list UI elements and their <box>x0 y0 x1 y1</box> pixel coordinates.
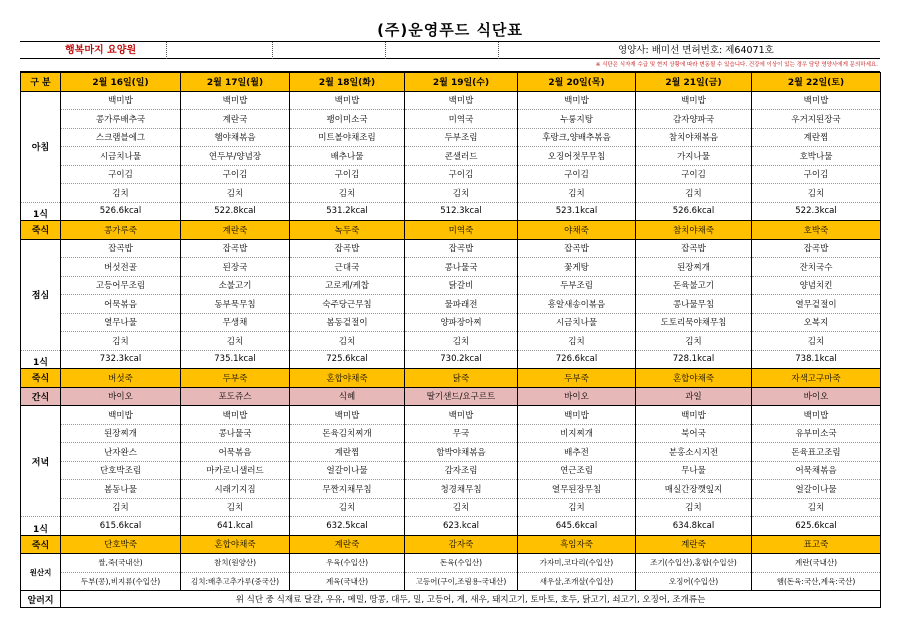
origin-cell: 조기(수입산),홍합(수입산) <box>636 554 752 573</box>
dish-cell: 얼갈이나물 <box>290 461 405 480</box>
kcal-cell: 512.3kcal <box>405 202 518 221</box>
dish-cell: 잡곡밥 <box>636 239 752 258</box>
porridge-cell: 버섯죽 <box>61 369 181 388</box>
dish-cell: 후랑크,양배추볶음 <box>518 128 636 147</box>
dish-cell: 함박야채볶음 <box>405 443 518 462</box>
dish-cell: 콩나물국 <box>181 424 290 443</box>
breakfast-kcal-row <box>21 202 881 221</box>
origin-cell: 계란(국내산) <box>752 554 881 573</box>
dish-cell: 봄동나물 <box>61 480 181 499</box>
porridge-cell: 감자죽 <box>405 535 518 554</box>
dish-cell: 콩나물무침 <box>636 295 752 314</box>
dish-cell: 두부조림 <box>518 276 636 295</box>
dish-cell: 잡곡밥 <box>61 239 181 258</box>
dish-cell: 버섯전골 <box>61 258 181 277</box>
kcal-cell: 526.6kcal <box>636 202 752 221</box>
dinner-kcal-row <box>21 517 881 536</box>
dish-cell: 감자양파국 <box>636 110 752 129</box>
porridge2-row <box>21 369 881 388</box>
dish-cell: 김치 <box>752 498 881 517</box>
dish-cell: 콘샐러드 <box>405 147 518 166</box>
porridge-cell: 참치야채죽 <box>636 221 752 240</box>
snack-cell: 과일 <box>636 387 752 406</box>
kcal-label: 1식 <box>21 517 61 536</box>
porridge-cell: 닭죽 <box>405 369 518 388</box>
day-header: 2월 20일(목) <box>518 73 636 92</box>
dish-cell: 구이김 <box>518 165 636 184</box>
origin-cell: 두부(콩),비지류(수입산) <box>61 572 181 591</box>
dish-cell: 호박나물 <box>752 147 881 166</box>
origin-cell: 김치:배추고추가루(중국산) <box>181 572 290 591</box>
dish-cell: 시금치나물 <box>518 313 636 332</box>
origin-label: 원산지 <box>21 554 61 591</box>
dish-cell: 감자조림 <box>405 461 518 480</box>
dish-cell: 우거지된장국 <box>752 110 881 129</box>
porridge-cell: 자색고구마죽 <box>752 369 881 388</box>
kcal-cell: 522.8kcal <box>181 202 290 221</box>
dietitian-info: 영양사: 배미선 면허번호: 제64071호 <box>618 45 774 56</box>
dish-cell: 김치 <box>405 332 518 351</box>
dish-cell: 구이김 <box>752 165 881 184</box>
dish-cell: 김치 <box>181 332 290 351</box>
info-row <box>20 42 880 59</box>
dish-cell: 오징어젓무무침 <box>518 147 636 166</box>
dish-cell: 백미밥 <box>636 91 752 110</box>
dish-cell: 계란찜 <box>290 443 405 462</box>
dish-cell: 잔치국수 <box>752 258 881 277</box>
day-header: 2월 21일(금) <box>636 73 752 92</box>
dish-cell: 닭갈비 <box>405 276 518 295</box>
porridge-cell: 두부죽 <box>181 369 290 388</box>
dish-cell: 김치 <box>181 498 290 517</box>
dish-cell: 돈육김치찌개 <box>290 424 405 443</box>
day-header: 2월 17일(월) <box>181 73 290 92</box>
lunch-row <box>21 258 881 277</box>
kcal-cell: 725.6kcal <box>290 350 405 369</box>
snack-cell: 식혜 <box>290 387 405 406</box>
dish-cell: 봄동겉절이 <box>290 313 405 332</box>
breakfast-row <box>21 147 881 166</box>
porridge-cell: 야채죽 <box>518 221 636 240</box>
snack-cell: 포도쥬스 <box>181 387 290 406</box>
dish-cell: 김치 <box>752 184 881 203</box>
porridge-label: 죽식 <box>21 221 61 240</box>
dish-cell: 구이김 <box>290 165 405 184</box>
day-header: 2월 22일(토) <box>752 73 881 92</box>
kcal-label: 1식 <box>21 202 61 221</box>
kcal-cell: 526.6kcal <box>61 202 181 221</box>
dinner-row <box>21 461 881 480</box>
lunch-row <box>21 313 881 332</box>
dish-cell: 구이김 <box>61 165 181 184</box>
dish-cell: 김치 <box>290 184 405 203</box>
dish-cell: 단호박조림 <box>61 461 181 480</box>
kcal-cell: 523.1kcal <box>518 202 636 221</box>
lunch-row <box>21 332 881 351</box>
kcal-label: 1식 <box>21 350 61 369</box>
porridge-cell: 두부죽 <box>518 369 636 388</box>
dish-cell: 백미밥 <box>61 91 181 110</box>
dish-cell: 무국 <box>405 424 518 443</box>
dish-cell: 돈육표고조림 <box>752 443 881 462</box>
dish-cell: 된장찌개 <box>61 424 181 443</box>
snack-cell: 딸기샌드/요구르트 <box>405 387 518 406</box>
dish-cell: 된장찌개 <box>636 258 752 277</box>
porridge-label: 죽식 <box>21 535 61 554</box>
dish-cell: 계란찜 <box>752 128 881 147</box>
snack-cell: 바이오 <box>752 387 881 406</box>
day-header: 2월 18일(화) <box>290 73 405 92</box>
dish-cell: 백미밥 <box>181 406 290 425</box>
dish-cell: 배추나물 <box>290 147 405 166</box>
dish-cell: 도토리묵야채무침 <box>636 313 752 332</box>
dish-cell: 물파래전 <box>405 295 518 314</box>
dish-cell: 콩가루배추국 <box>61 110 181 129</box>
lunch-label: 점심 <box>21 239 61 350</box>
dish-cell: 매실간장깻잎지 <box>636 480 752 499</box>
dish-cell: 김치 <box>61 184 181 203</box>
dish-cell: 백미밥 <box>636 406 752 425</box>
kcal-cell: 726.6kcal <box>518 350 636 369</box>
porridge-cell: 표고죽 <box>752 535 881 554</box>
menu-sheet <box>20 18 880 608</box>
breakfast-label: 아침 <box>21 91 61 202</box>
porridge-cell: 혼합야채죽 <box>290 369 405 388</box>
dish-cell: 김치 <box>518 332 636 351</box>
day-header: 2월 16일(일) <box>61 73 181 92</box>
dish-cell: 백미밥 <box>518 91 636 110</box>
kcal-cell: 738.1kcal <box>752 350 881 369</box>
kcal-cell: 522.3kcal <box>752 202 881 221</box>
dish-cell: 백미밥 <box>518 406 636 425</box>
porridge-cell: 혼합야채죽 <box>636 369 752 388</box>
porridge1-row <box>21 221 881 240</box>
dish-cell: 김치 <box>636 332 752 351</box>
kcal-cell: 728.1kcal <box>636 350 752 369</box>
porridge-cell: 미역죽 <box>405 221 518 240</box>
origin-cell: 햄(돈육:국산,계육:국산) <box>752 572 881 591</box>
dish-cell: 비지찌개 <box>518 424 636 443</box>
menu-note: ※ 식단은 식자재 수급 및 현지 상황에 따라 변동될 수 있습니다. 건강에 이상이 있는 경우 담당 영양사에게 문의하세요. <box>595 62 878 68</box>
dish-cell: 김치 <box>405 184 518 203</box>
snack-label: 간식 <box>21 387 61 406</box>
dish-cell: 김치 <box>61 332 181 351</box>
lunch-row <box>21 276 881 295</box>
dinner-row <box>21 443 881 462</box>
dish-cell: 백미밥 <box>290 406 405 425</box>
dish-cell: 햄야채볶음 <box>181 128 290 147</box>
lunch-kcal-row <box>21 350 881 369</box>
dish-cell: 김치 <box>290 498 405 517</box>
dish-cell: 시금치나물 <box>61 147 181 166</box>
dish-cell: 열무겉절이 <box>752 295 881 314</box>
breakfast-row <box>21 128 881 147</box>
dish-cell: 두부조림 <box>405 128 518 147</box>
dish-cell: 소불고기 <box>181 276 290 295</box>
dish-cell: 누룽지탕 <box>518 110 636 129</box>
dish-cell: 어묵볶음 <box>181 443 290 462</box>
dish-cell: 시래기지짐 <box>181 480 290 499</box>
porridge-cell: 혼합야채죽 <box>181 535 290 554</box>
porridge-cell: 단호박죽 <box>61 535 181 554</box>
dish-cell: 고등어무조림 <box>61 276 181 295</box>
dish-cell: 김치 <box>181 184 290 203</box>
origin-cell: 오징어(수입산) <box>636 572 752 591</box>
dish-cell: 백미밥 <box>61 406 181 425</box>
dish-cell: 무나물 <box>636 461 752 480</box>
page-title: (주)운영푸드 식단표 <box>20 18 880 42</box>
dish-cell: 무짠지채무침 <box>290 480 405 499</box>
dinner-row <box>21 424 881 443</box>
origin-cell: 쌀,죽(국내산) <box>61 554 181 573</box>
porridge-cell: 계란죽 <box>181 221 290 240</box>
allergy-row <box>21 591 881 608</box>
dish-cell: 양념치킨 <box>752 276 881 295</box>
dish-cell: 양파장아찌 <box>405 313 518 332</box>
dish-cell: 백미밥 <box>405 406 518 425</box>
dish-cell: 계란국 <box>181 110 290 129</box>
dish-cell: 청경채무침 <box>405 480 518 499</box>
dish-cell: 가지나물 <box>636 147 752 166</box>
dish-cell: 김치 <box>290 332 405 351</box>
dish-cell: 잡곡밥 <box>290 239 405 258</box>
dish-cell: 구이김 <box>405 165 518 184</box>
facility-name: 행복마지 요양원 <box>65 45 137 56</box>
breakfast-row <box>21 184 881 203</box>
dish-cell: 오복지 <box>752 313 881 332</box>
kcal-cell: 625.6kcal <box>752 517 881 536</box>
kcal-cell: 623.kcal <box>405 517 518 536</box>
dish-cell: 김치 <box>636 498 752 517</box>
dish-cell: 연두부/양념장 <box>181 147 290 166</box>
dish-cell: 구이김 <box>181 165 290 184</box>
allergy-text: 위 식단 중 식재료 달걀, 우유, 메밀, 땅콩, 대두, 밀, 고등어, 게, 새우, 돼지고기, 토마토, 호두, 닭고기, 쇠고기, 오징어, 조개류는 <box>61 591 881 608</box>
kcal-cell: 531.2kcal <box>290 202 405 221</box>
porridge-cell: 콩가루죽 <box>61 221 181 240</box>
porridge3-row <box>21 535 881 554</box>
menu-table <box>20 72 881 608</box>
lunch-row <box>21 239 881 258</box>
dish-cell: 흥알새송이볶음 <box>518 295 636 314</box>
dish-cell: 김치 <box>752 332 881 351</box>
dinner-row <box>21 498 881 517</box>
dinner-label: 저녁 <box>21 406 61 517</box>
porridge-cell: 호박죽 <box>752 221 881 240</box>
porridge-cell: 녹두죽 <box>290 221 405 240</box>
dish-cell: 팽이미소국 <box>290 110 405 129</box>
kcal-cell: 615.6kcal <box>61 517 181 536</box>
dish-cell: 김치 <box>636 184 752 203</box>
origin-cell: 새우살,조개살(수입산) <box>518 572 636 591</box>
lunch-row <box>21 295 881 314</box>
snack-cell: 바이오 <box>61 387 181 406</box>
kcal-cell: 735.1kcal <box>181 350 290 369</box>
kcal-cell: 730.2kcal <box>405 350 518 369</box>
dish-cell: 잡곡밥 <box>752 239 881 258</box>
porridge-cell: 계란죽 <box>290 535 405 554</box>
allergy-label: 알러지 <box>21 591 61 608</box>
snack-cell: 바이오 <box>518 387 636 406</box>
dish-cell: 꽃게탕 <box>518 258 636 277</box>
origin-cell: 돈육(수입산) <box>405 554 518 573</box>
origin-cell: 가자미,코다리(수입산) <box>518 554 636 573</box>
dish-cell: 구이김 <box>636 165 752 184</box>
dish-cell: 김치 <box>518 184 636 203</box>
dish-cell: 무생채 <box>181 313 290 332</box>
dish-cell: 동부묵무침 <box>181 295 290 314</box>
dish-cell: 백미밥 <box>752 406 881 425</box>
dish-cell: 미트볼야채조림 <box>290 128 405 147</box>
origin-cell: 우육(수입산) <box>290 554 405 573</box>
kcal-cell: 641.kcal <box>181 517 290 536</box>
dish-cell: 김치 <box>61 498 181 517</box>
dish-cell: 미역국 <box>405 110 518 129</box>
day-header: 2월 19일(수) <box>405 73 518 92</box>
dish-cell: 어묵채볶음 <box>752 461 881 480</box>
origin-cell: 참치(원양산) <box>181 554 290 573</box>
origin-row-1 <box>21 554 881 573</box>
dish-cell: 얼갈이나물 <box>752 480 881 499</box>
kcal-cell: 634.8kcal <box>636 517 752 536</box>
dish-cell: 북어국 <box>636 424 752 443</box>
dish-cell: 백미밥 <box>181 91 290 110</box>
dish-cell: 분홍소시지전 <box>636 443 752 462</box>
dish-cell: 백미밥 <box>290 91 405 110</box>
porridge-cell: 계란죽 <box>636 535 752 554</box>
kcal-cell: 732.3kcal <box>61 350 181 369</box>
header-label: 구 분 <box>21 73 61 92</box>
breakfast-row <box>21 110 881 129</box>
snack-row <box>21 387 881 406</box>
porridge-cell: 흑임자죽 <box>518 535 636 554</box>
origin-cell: 고등어(구이,조림용-국내산) <box>405 572 518 591</box>
dish-cell: 잡곡밥 <box>181 239 290 258</box>
porridge-label: 죽식 <box>21 369 61 388</box>
dish-cell: 마카로니샐러드 <box>181 461 290 480</box>
kcal-cell: 632.5kcal <box>290 517 405 536</box>
kcal-cell: 645.6kcal <box>518 517 636 536</box>
dish-cell: 열무나물 <box>61 313 181 332</box>
breakfast-row <box>21 91 881 110</box>
dish-cell: 백미밥 <box>752 91 881 110</box>
dish-cell: 잡곡밥 <box>405 239 518 258</box>
dish-cell: 근대국 <box>290 258 405 277</box>
dish-cell: 배추전 <box>518 443 636 462</box>
dinner-row <box>21 406 881 425</box>
dish-cell: 된장국 <box>181 258 290 277</box>
dish-cell: 난자완스 <box>61 443 181 462</box>
note-row <box>20 59 880 72</box>
dish-cell: 백미밥 <box>405 91 518 110</box>
dish-cell: 연근조림 <box>518 461 636 480</box>
origin-cell: 계육(국내산) <box>290 572 405 591</box>
dish-cell: 콩나물국 <box>405 258 518 277</box>
header-row <box>21 73 881 92</box>
dish-cell: 유부미소국 <box>752 424 881 443</box>
dish-cell: 잡곡밥 <box>518 239 636 258</box>
dish-cell: 돈육불고기 <box>636 276 752 295</box>
dish-cell: 열무된장무침 <box>518 480 636 499</box>
origin-row-2 <box>21 572 881 591</box>
dish-cell: 참치야채볶음 <box>636 128 752 147</box>
dish-cell: 숙주당근무침 <box>290 295 405 314</box>
dish-cell: 스크램블에그 <box>61 128 181 147</box>
dish-cell: 고로케/케찹 <box>290 276 405 295</box>
dinner-row <box>21 480 881 499</box>
dish-cell: 김치 <box>405 498 518 517</box>
dish-cell: 김치 <box>518 498 636 517</box>
dish-cell: 어묵볶음 <box>61 295 181 314</box>
breakfast-row <box>21 165 881 184</box>
